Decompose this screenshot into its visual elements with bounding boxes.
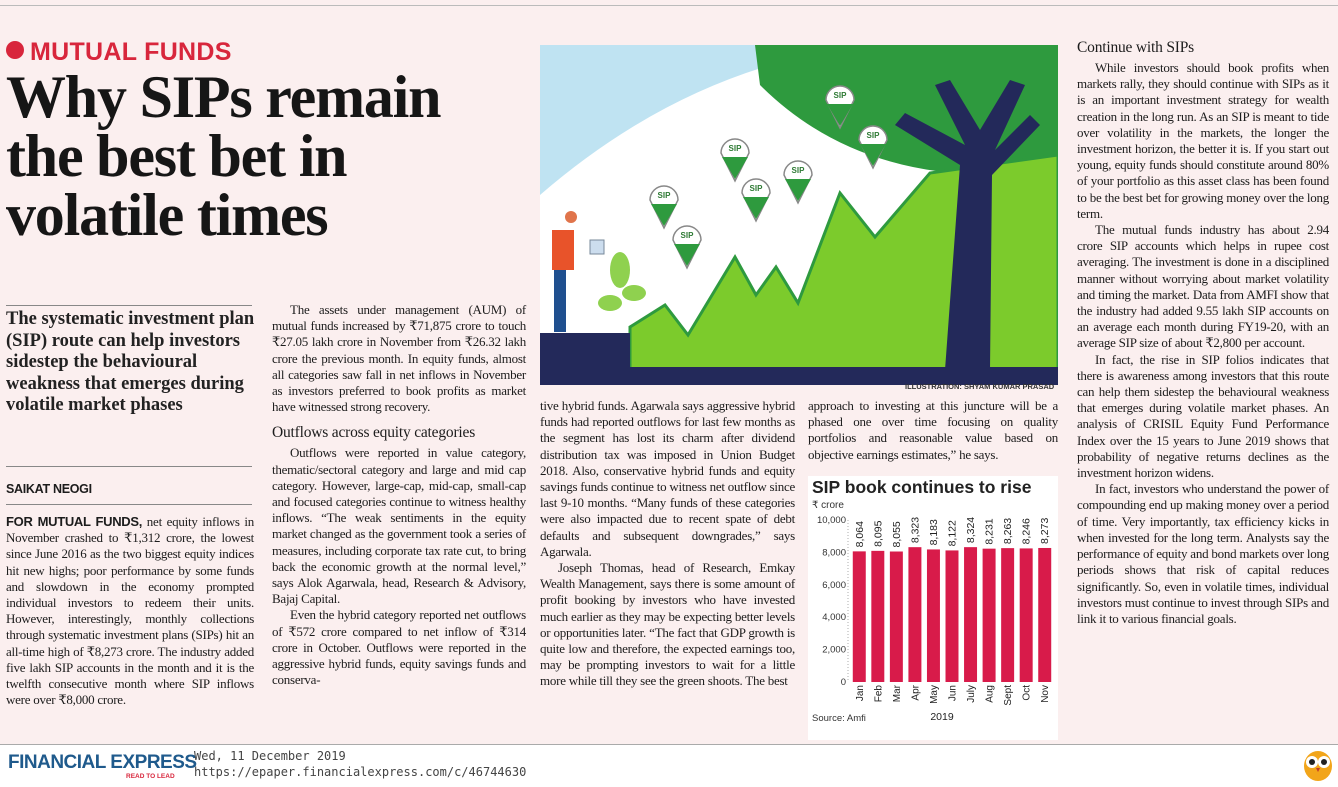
x-tick-label: Jan (854, 685, 866, 702)
bar (946, 550, 959, 682)
bar (964, 547, 977, 682)
paragraph: In fact, investors who understand the power of compounding end up making money over a period of time. Very importantly, tax efficiency kicks in when invested for the long term. Analysts say the performance of equity and bond markets over long periods shows that risk of capital reduces significantly. So, even in volatile times, individual investors must continue to invest through SIPs and link it to various financial goals. (1077, 481, 1329, 626)
x-tick-label: Apr (910, 685, 922, 701)
pin-label: SIP (791, 166, 805, 175)
bar-value-label: 8,122 (946, 520, 959, 547)
paragraph-text: net equity inflows in November crashed to ₹1,312 crore, the lowest since June 2016 as the two biggest equity indices hit new highs; poor performance by some funds and slowdown in the economy prompted individual investors to redeem their units. However, interestingly, monthly collections through systematic investment plans (SIPs) hit an all-time high of ₹8,273 crore. The industry added five lakh SIP accounts in the month and it is the twelfth consecutive month where SIP inflows were over ₹8,000 crore. (6, 514, 254, 708)
y-tick-label: 8,000 (822, 547, 846, 559)
bar (927, 549, 940, 682)
paragraph (6, 514, 254, 708)
paragraph: The mutual funds industry has about 2.94 crore SIP accounts which helps in rupee cost averaging. The investment is done in a disciplined manner without worrying about market volatility and timing the market. Data from AMFI show that the industry had added 9.55 lakh SIP accounts on an average each month during FY19-20, with an average SIP size of about ₹2,800 per account. (1077, 222, 1329, 351)
pin-label: SIP (728, 144, 742, 153)
subheading: Outflows across equity categories (272, 424, 476, 442)
bar (853, 551, 866, 682)
bar (908, 547, 921, 682)
bar-value-label: 8,263 (1002, 517, 1015, 545)
x-tick-label: Feb (873, 685, 885, 703)
paragraph: tive hybrid funds. Agarwala says aggressive hybrid funds had reported outflows for last few months as the segment has lost its charm after dividend distribution tax was imposed in Union Budget 2018. Also, conservative hybrid funds and equity savings funds continue to witness net outflow since last 9-10 months. “Many funds of these categories were also impacted due to recent spate of debt defaults and subsequent downgrades,” says Agarwala. (540, 398, 795, 559)
pin-label: SIP (866, 131, 880, 140)
footer-meta (194, 748, 526, 780)
bullet-icon (6, 41, 24, 59)
bar-value-label: 8,273 (1039, 517, 1052, 544)
pin-label: SIP (833, 91, 847, 100)
x-tick-label: Jun (947, 685, 959, 702)
x-tick-label: Sept (1003, 685, 1015, 706)
section-kicker (6, 38, 232, 67)
edition-date: Wed, 11 December 2019 (194, 749, 346, 763)
bar (1020, 548, 1033, 682)
bar-value-label: 8,324 (965, 516, 978, 544)
top-rule (0, 5, 1338, 6)
bar-value-label: 8,231 (983, 518, 996, 545)
paragraph: While investors should book profits when markets rally, they should continue with SIPs as it is an important investment strategy for wealth creation in the long run. As an SIP is meant to tide over volatility in the markets, the longer the investment horizon, the better it is. If you start out young, equity funds should constitute around 80% of your portfolio as this asset class has been found to be the best bet for growing money over the long term. (1077, 60, 1329, 221)
chart-unit: ₹ crore (812, 500, 844, 511)
bar (983, 549, 996, 682)
divider (6, 504, 252, 505)
paragraph: The assets under management (AUM) of mutual funds increased by ₹71,875 crore to touch ₹27.05 lakh crore in November from ₹26.32 lakh crore the previous month. In equity funds, almost all categories saw fall in net inflows in November as investors preferred to book profits as market have witnessed strong recovery. (272, 302, 526, 415)
kicker-text: MUTUAL FUNDS (30, 38, 232, 66)
x-tick-label: Nov (1040, 685, 1052, 703)
sip-chart (808, 476, 1058, 740)
divider (6, 466, 252, 467)
bar-value-label: 8,064 (853, 521, 866, 548)
bar (890, 552, 903, 682)
y-tick-label: 2,000 (822, 644, 846, 656)
y-tick-label: 4,000 (822, 612, 846, 624)
bar-value-label: 8,095 (872, 520, 885, 547)
chart-title: SIP book continues to rise (812, 477, 1032, 497)
x-tick-label: July (966, 685, 978, 703)
column-5 (1077, 38, 1329, 627)
brand-tagline: READ TO LEAD (126, 773, 175, 780)
column-1 (6, 514, 254, 708)
headline: Why SIPs remain the best bet in volatile times (6, 64, 441, 248)
owl-icon (1302, 746, 1334, 782)
bar-value-label: 8,323 (909, 516, 922, 544)
bar-value-label: 8,055 (890, 521, 903, 548)
paragraph: Even the hybrid category reported net outflows of ₹572 crore compared to net inflow of ₹314 crore in October. Outflows were reported in the aggressive hybrid funds, equity savings funds and conserva- (272, 607, 526, 688)
paragraph: approach to investing at this juncture will be a phased one over time focusing on quality portfolios and reasonable value based on objective earnings estimates,” he says. (808, 398, 1058, 462)
column-4 (808, 398, 1058, 463)
x-tick-label: Oct (1021, 685, 1033, 701)
lead-in: FOR MUTUAL FUNDS, (6, 514, 143, 529)
bar-chart (808, 476, 1058, 740)
deck: The systematic investment plan (SIP) route can help investors sidestep the behavioural weakness that emerges during volatile market phases (6, 309, 255, 415)
subheading: Continue with SIPs (1077, 39, 1194, 56)
y-tick-label: 6,000 (822, 579, 846, 591)
column-2 (272, 302, 526, 688)
pin-label: SIP (657, 191, 671, 200)
brand-logo: FINANCIAL EXPRESS (8, 752, 197, 773)
bar (1001, 548, 1014, 682)
bar (1038, 548, 1051, 682)
illustration (540, 45, 1058, 385)
chart-source: Source: Amfi (812, 713, 866, 724)
paragraph: Outflows were reported in value category, thematic/sectoral category and large and mid cap category. However, large-cap, mid-cap, small-cap and focused categories continue to witness healthy inflows. “The weak sentiments in the equity market changed as the government took a series of measures, including corporate tax rate cut, to bring back the economic growth at the normal level,” says Alok Agarwala, head, Research & Advisory, Bajaj Capital. (272, 445, 526, 607)
paragraph: In fact, the rise in SIP folios indicates that there is awareness among investors that this route can help them sidestep the behavioural weakness that emerges during volatile market phases. An analysis of CRISIL Equity Fund Performance Index over the 15 years to June 2019 shows that probability of negative returns declines as the investment horizon widens. (1077, 351, 1329, 481)
bar-value-label: 8,183 (927, 519, 940, 546)
bar-value-label: 8,246 (1020, 518, 1033, 545)
x-axis-label: 2019 (930, 711, 954, 723)
column-3 (540, 398, 795, 690)
epaper-url[interactable]: https://epaper.financialexpress.com/c/46744630 (194, 765, 527, 779)
pin-label: SIP (749, 184, 763, 193)
x-tick-label: May (928, 685, 940, 704)
bar (871, 551, 884, 682)
y-tick-label: 0 (840, 677, 846, 688)
paragraph: Joseph Thomas, head of Research, Emkay Wealth Management, says there is some amount of profit booking by investors who have invested much earlier as they may be expecting better levels or opportunities later. “The fact that GDP growth is quite low and therefore, the expected earnings too, may be prompting investors to wait for a little more while till they see the green shoots. The best (540, 560, 795, 689)
illustration-credit: ILLUSTRATION: SHYAM KUMAR PRASAD (905, 382, 1055, 391)
y-tick-label: 10,000 (816, 515, 846, 526)
byline: SAIKAT NEOGI (6, 482, 92, 496)
x-tick-label: Aug (984, 685, 996, 703)
pin-label: SIP (680, 231, 694, 240)
divider (6, 305, 252, 306)
x-tick-label: Mar (891, 685, 903, 703)
